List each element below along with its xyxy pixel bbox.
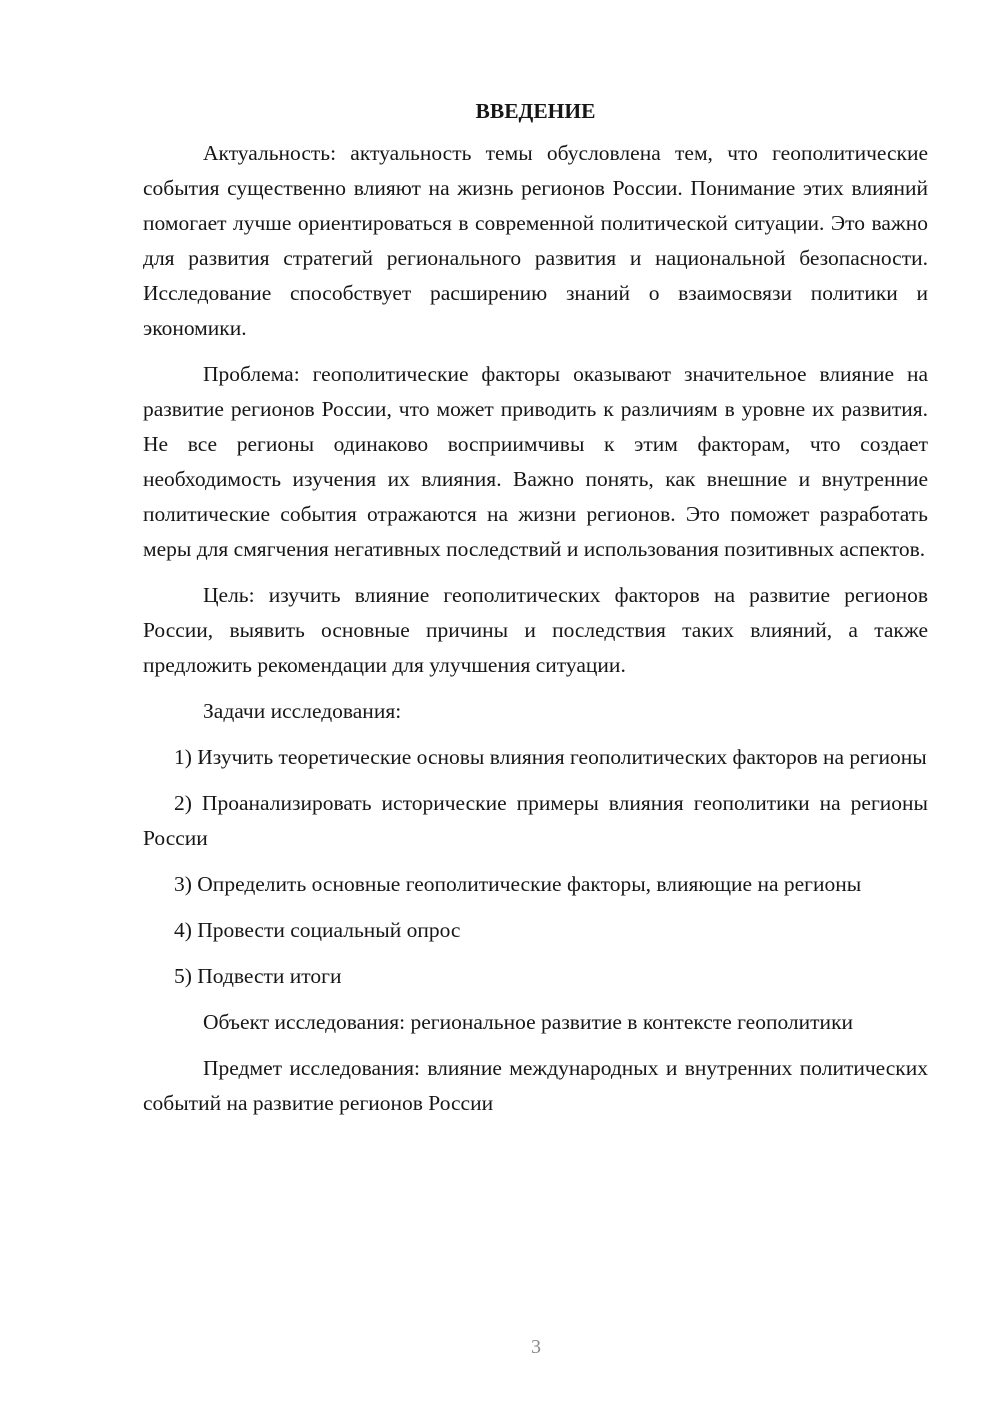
subject-paragraph: Предмет исследования: влияние международных и внутренних политических событий на развитие регионов России bbox=[143, 1056, 928, 1115]
page-content bbox=[143, 94, 928, 1132]
task-item-2: 2) Проанализировать исторические примеры влияния геополитики на регионы России bbox=[143, 791, 928, 850]
relevance-paragraph: Актуальность: актуальность темы обусловлена тем, что геополитические события существенно влияют на жизнь регионов России. Понимание этих влияний помогает лучше ориентироваться в современной политической ситуации. Это важно для развития стратегий регионального развития и национальной безопасности. Исследование способствует расширению знаний о взаимосвязи политики и экономики. bbox=[143, 141, 928, 340]
task-item-5: 5) Подвести итоги bbox=[174, 964, 342, 988]
task-item-3: 3) Определить основные геополитические факторы, влияющие на регионы bbox=[174, 872, 862, 896]
problem-paragraph: Проблема: геополитические факторы оказывают значительное влияние на развитие регионов России, что может приводить к различиям в уровне их развития. Не все регионы одинаково восприимчивы к этим факторам, что создает необходимость изучения их влияния. Важно понять, как внешние и внутренние политические события отражаются на жизни регионов. Это поможет разработать меры для смягчения негативных последствий и использования позитивных аспектов. bbox=[143, 362, 928, 561]
page-number: 3 bbox=[531, 1336, 541, 1358]
task-item-4: 4) Провести социальный опрос bbox=[174, 918, 461, 942]
task-item-1: 1) Изучить теоретические основы влияния геополитических факторов на регионы bbox=[174, 745, 927, 769]
section-heading: ВВЕДЕНИЕ bbox=[475, 99, 596, 123]
tasks-title: Задачи исследования: bbox=[203, 699, 402, 723]
goal-paragraph: Цель: изучить влияние геополитических факторов на развитие регионов России, выявить основные причины и последствия таких влияний, а также предложить рекомендации для улучшения ситуации. bbox=[143, 583, 928, 677]
object-paragraph: Объект исследования: региональное развитие в контексте геополитики bbox=[203, 1010, 854, 1034]
